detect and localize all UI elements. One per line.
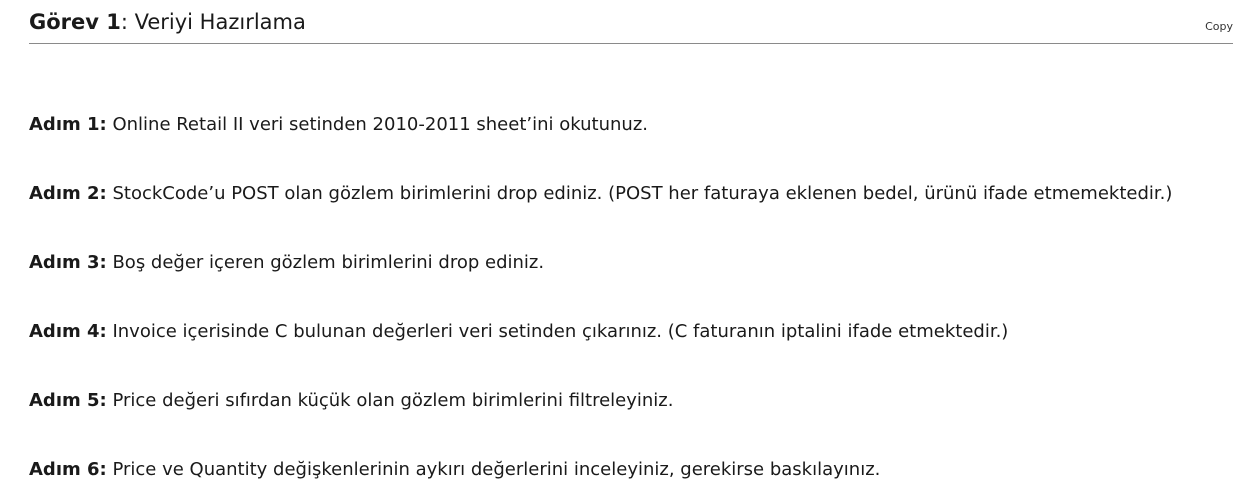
step-3 — [29, 252, 544, 274]
step-text: Boş değer içeren gözlem birimlerini drop ediniz. — [106, 252, 545, 273]
task-title — [29, 9, 306, 35]
step-text: Online Retail II veri setinden 2010-2011 sheet’ini okutunuz. — [106, 114, 648, 135]
step-text: Price değeri sıfırdan küçük olan gözlem birimlerini filtreleyiniz. — [106, 390, 674, 411]
step-text: StockCode’u POST olan gözlem birimlerini drop ediniz. (POST her faturaya eklenen bedel, ürünü ifade etmemektedir.) — [106, 183, 1173, 204]
task-header — [29, 0, 1233, 44]
step-6 — [29, 459, 880, 481]
step-label: Adım 1: — [29, 114, 107, 135]
task-title-bold: Görev 1 — [29, 10, 121, 34]
copy-button[interactable]: Copy — [1205, 20, 1233, 33]
step-1 — [29, 114, 648, 136]
step-text: Price ve Quantity değişkenlerinin aykırı değerlerini inceleyiniz, gerekirse baskılayınız. — [106, 459, 881, 480]
step-text: Invoice içerisinde C bulunan değerleri veri setinden çıkarınız. (C faturanın iptalini ifade etmektedir.) — [106, 321, 1009, 342]
step-label: Adım 4: — [29, 321, 107, 342]
task-title-rest: : Veriyi Hazırlama — [120, 10, 306, 34]
step-2 — [29, 183, 1172, 205]
step-5 — [29, 390, 673, 412]
step-4 — [29, 321, 1008, 343]
step-label: Adım 2: — [29, 183, 107, 204]
step-label: Adım 5: — [29, 390, 107, 411]
step-label: Adım 6: — [29, 459, 107, 480]
step-label: Adım 3: — [29, 252, 107, 273]
